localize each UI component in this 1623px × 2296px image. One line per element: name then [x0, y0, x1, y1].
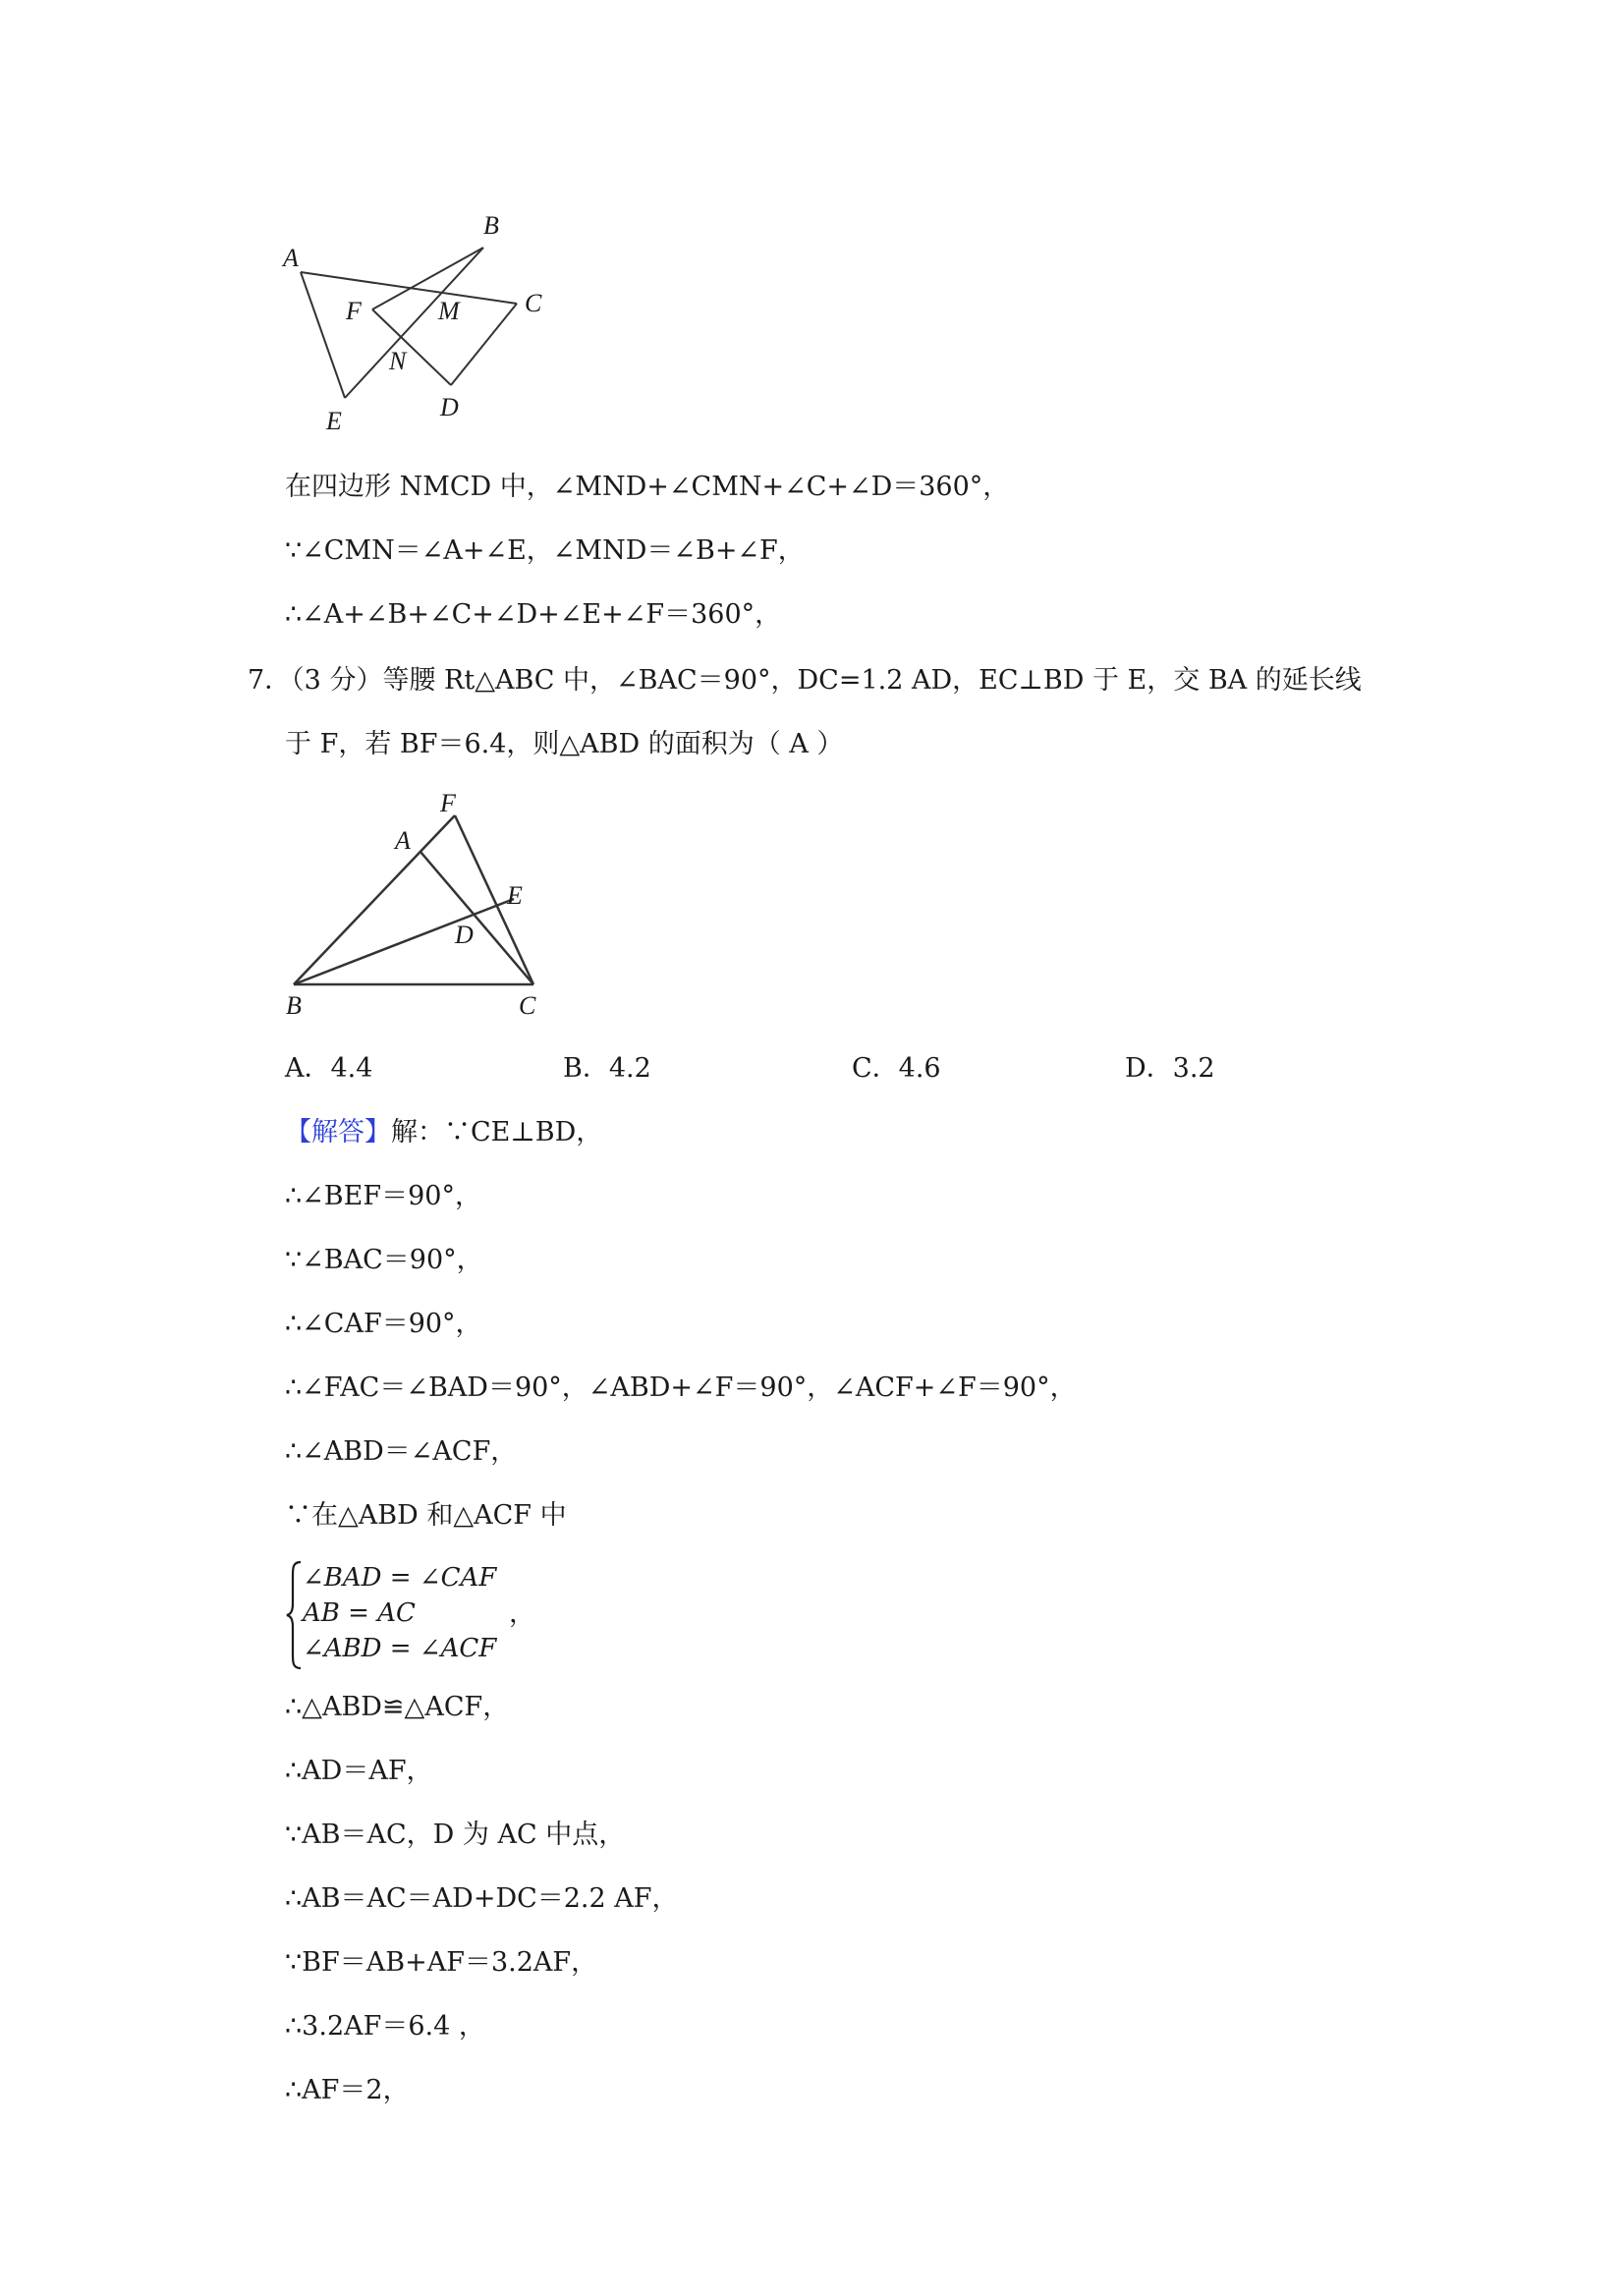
- fig2-label-f: F: [440, 789, 456, 817]
- fig2-label-c: C: [519, 991, 536, 1020]
- system-eq-2: AB = AC: [303, 1598, 416, 1628]
- fig1-label-e: E: [326, 407, 342, 435]
- fig2-label-d: D: [455, 921, 474, 949]
- proof1-line-2: ∵∠CMN＝∠A+∠E，∠MND＝∠B+∠F，: [285, 535, 805, 566]
- solution-first-text: 解：∵CE⊥BD，: [391, 1117, 603, 1148]
- fig1-label-b: B: [483, 211, 499, 240]
- solution-line-2: ∵∠BAC＝90°，: [285, 1245, 483, 1275]
- fig1-label-a: A: [283, 244, 299, 272]
- fig1-label-n: N: [389, 347, 407, 375]
- proof1-line-3: ∴∠A+∠B+∠C+∠D+∠E+∠F＝360°，: [285, 599, 782, 630]
- option-a: A．4.4: [285, 1053, 373, 1084]
- option-c: C．4.6: [852, 1053, 941, 1084]
- solution-after-5: ∵BF＝AB+AF＝3.2AF，: [285, 1947, 598, 1978]
- option-b: B．4.2: [563, 1053, 651, 1084]
- solution-line-6: ∵在△ABD 和△ACF 中: [285, 1500, 567, 1531]
- solution-line-3: ∴∠CAF＝90°，: [285, 1309, 482, 1339]
- solution-after-7: ∴AF＝2，: [285, 2075, 410, 2105]
- question-7-line-1: 7．（3 分）等腰 Rt△ABC 中，∠BAC＝90°，DC=1.2 AD，EC⊥BD 于 E，交 BA 的延长线: [248, 665, 1362, 696]
- figure-1-diagram: [265, 201, 580, 437]
- system-eq-1: ∠BAD = ∠CAF: [303, 1563, 497, 1593]
- solution-tag: 【解答】: [285, 1117, 391, 1148]
- fig1-label-m: M: [438, 297, 460, 325]
- solution-first-line: [285, 1113, 602, 1152]
- solution-line-5: ∴∠ABD＝∠ACF，: [285, 1436, 518, 1467]
- solution-line-4: ∴∠FAC＝∠BAD＝90°，∠ABD+∠F＝90°，∠ACF+∠F＝90°，: [285, 1372, 1077, 1403]
- fig2-label-a: A: [395, 826, 411, 855]
- solution-line-1: ∴∠BEF＝90°，: [285, 1181, 481, 1211]
- proof1-line-1: 在四边形 NMCD 中，∠MND+∠CMN+∠C+∠D＝360°，: [285, 472, 1010, 502]
- fig2-label-b: B: [286, 991, 302, 1020]
- solution-after-6: ∴3.2AF＝6.4 ，: [285, 2011, 485, 2042]
- question-7-line-2: 于 F，若 BF＝6.4，则△ABD 的面积为（ A ）: [285, 729, 844, 759]
- figure-2-diagram: [280, 786, 565, 1022]
- left-brace-icon: [285, 1560, 305, 1670]
- option-d: D．3.2: [1125, 1053, 1215, 1084]
- fig1-label-d: D: [440, 393, 459, 421]
- solution-after-4: ∴AB＝AC＝AD+DC＝2.2 AF，: [285, 1883, 679, 1914]
- system-eq-3: ∠ABD = ∠ACF: [303, 1634, 497, 1663]
- fig1-label-c: C: [525, 289, 542, 317]
- solution-after-2: ∴AD＝AF，: [285, 1756, 433, 1786]
- solution-after-3: ∵AB＝AC，D 为 AC 中点，: [285, 1820, 626, 1850]
- fig1-label-f: F: [346, 297, 362, 325]
- fig2-label-e: E: [507, 881, 523, 910]
- solution-after-1: ∴△ABD≌△ACF，: [285, 1692, 510, 1722]
- equation-system: [285, 1560, 540, 1668]
- system-comma: ，: [509, 1598, 535, 1629]
